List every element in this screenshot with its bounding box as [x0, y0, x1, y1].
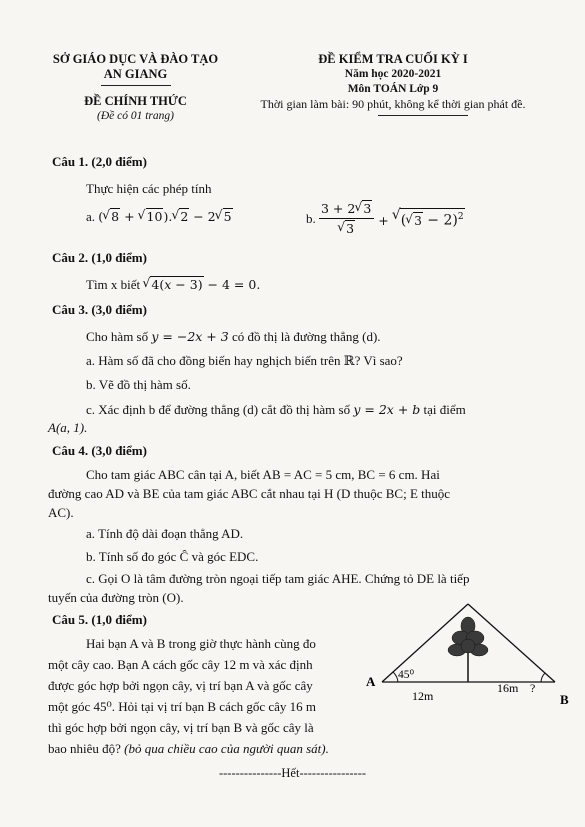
question-4-line1: Cho tam giác ABC cân tại A, biết AB = AC = 5 cm, BC = 6 cm. Hai: [86, 467, 440, 482]
province-name: AN GIANG: [103, 67, 168, 81]
question-5-line5: thì góc hợp bởi ngọn cây, vị trí bạn B và gốc cây là: [48, 720, 314, 735]
question-4b: b. Tính số đo góc Ĉ và góc EDC.: [86, 549, 259, 564]
point-b-label: B: [560, 692, 569, 707]
question-1a-expression: (√ 8 + √ 10).√ 2 − 2√ 5: [98, 209, 232, 224]
distance-b-label: 16m: [497, 681, 519, 695]
question-3-line1-post: có đồ thị là đường thẳng (d).: [231, 329, 381, 344]
question-4c-line2: tuyến của đường tròn (O).: [48, 590, 184, 605]
end-marker: ---------------Hết----------------: [218, 766, 367, 780]
question-3-line1: [86, 329, 381, 345]
point-a-label: A: [366, 674, 376, 689]
distance-a-label: 12m: [412, 689, 434, 703]
question-3c: [86, 402, 466, 418]
school-year: Năm học 2020-2021: [344, 68, 442, 80]
time-allowed: Thời gian làm bài: 90 phút, không kể thời gian phát đề.: [260, 97, 526, 111]
header-left: [28, 52, 243, 123]
angle-arc-b: [541, 673, 545, 682]
header-right: [228, 52, 558, 119]
question-5-line4: một góc 45⁰. Hỏi tại vị trí bạn B cách gốc cây 16 m: [48, 699, 317, 714]
question-1a-label: a.: [86, 209, 96, 224]
question-5-line1: Hai bạn A và B trong giờ thực hành cùng đo: [86, 636, 316, 651]
question-3a: a. Hàm số đã cho đồng biến hay nghịch biến trên ℝ? Vì sao?: [86, 353, 403, 368]
official-label: ĐỀ CHÍNH THỨC: [84, 94, 187, 108]
question-4a: a. Tính độ dài đoạn thẳng AD.: [86, 526, 244, 541]
question-3-function: y = −2x + 3: [151, 329, 229, 344]
subject-grade: Môn TOÁN Lớp 9: [347, 83, 439, 95]
tree-foliage: [448, 617, 488, 656]
question-4c-line1: c. Gọi O là tâm đường tròn ngoại tiếp tam giác AHE. Chứng tỏ DE là tiếp: [86, 571, 470, 586]
question-1b: [306, 200, 465, 237]
question-3c-function: y = 2x + b: [353, 402, 421, 417]
question-2-body: [86, 276, 260, 293]
angle-a-label: 45⁰: [398, 669, 415, 681]
question-3b: b. Vẽ đồ thị hàm số.: [86, 377, 191, 392]
header-right-rule: [378, 115, 468, 116]
department-name: SỞ GIÁO DỤC VÀ ĐÀO TẠO: [52, 52, 219, 66]
question-5-last-note: (bỏ qua chiều cao của người quan sát).: [124, 741, 329, 756]
question-4-line2: đường cao AD và BE của tam giác ABC cắt nhau tại H (D thuộc BC; E thuộc: [48, 486, 451, 501]
unknown-angle-label: ?: [530, 681, 536, 695]
question-5-line6: [48, 741, 329, 757]
question-3c-post: tại điểm: [423, 402, 466, 417]
question-2-equation: √ 4(x − 3) − 4 = 0.: [143, 277, 260, 292]
exam-title: ĐỀ KIỂM TRA CUỐI KỲ I: [318, 52, 468, 66]
question-4-line3: AC).: [48, 505, 74, 520]
question-1b-expression: 3 + 2√ 3 √ 3 + √ (√ 3 − 2)$^2$: [319, 210, 465, 225]
question-3c-pre: c. Xác định b để đường thẳng (d) cắt đồ thị hàm số: [86, 402, 351, 417]
question-1-title: Câu 1. (2,0 điểm): [52, 154, 147, 169]
question-1-intro: Thực hiện các phép tính: [86, 181, 212, 196]
question-5-last-pre: bao nhiêu độ?: [48, 741, 121, 756]
question-3c-point: A(a, 1).: [48, 420, 88, 435]
question-2-title: Câu 2. (1,0 điểm): [52, 250, 147, 265]
header-left-rule: [101, 85, 171, 86]
question-5-line2: một cây cao. Bạn A cách gốc cây 12 m và xác định: [48, 657, 313, 672]
tree-triangle-figure: [360, 596, 580, 712]
question-5-title: Câu 5. (1,0 điểm): [52, 612, 147, 627]
question-3-line1-pre: Cho hàm số: [86, 329, 149, 344]
question-5-line3: được góc hợp bởi ngọn cây, vị trí bạn A và gốc cây: [48, 678, 313, 693]
question-2-intro: Tìm x biết: [86, 277, 141, 292]
question-4-title: Câu 4. (3,0 điểm): [52, 443, 147, 458]
question-1b-label: b.: [306, 211, 316, 227]
question-1a: [86, 208, 233, 225]
question-3-title: Câu 3. (3,0 điểm): [52, 302, 147, 317]
page-count-note: (Đề có 01 trang): [97, 110, 174, 122]
